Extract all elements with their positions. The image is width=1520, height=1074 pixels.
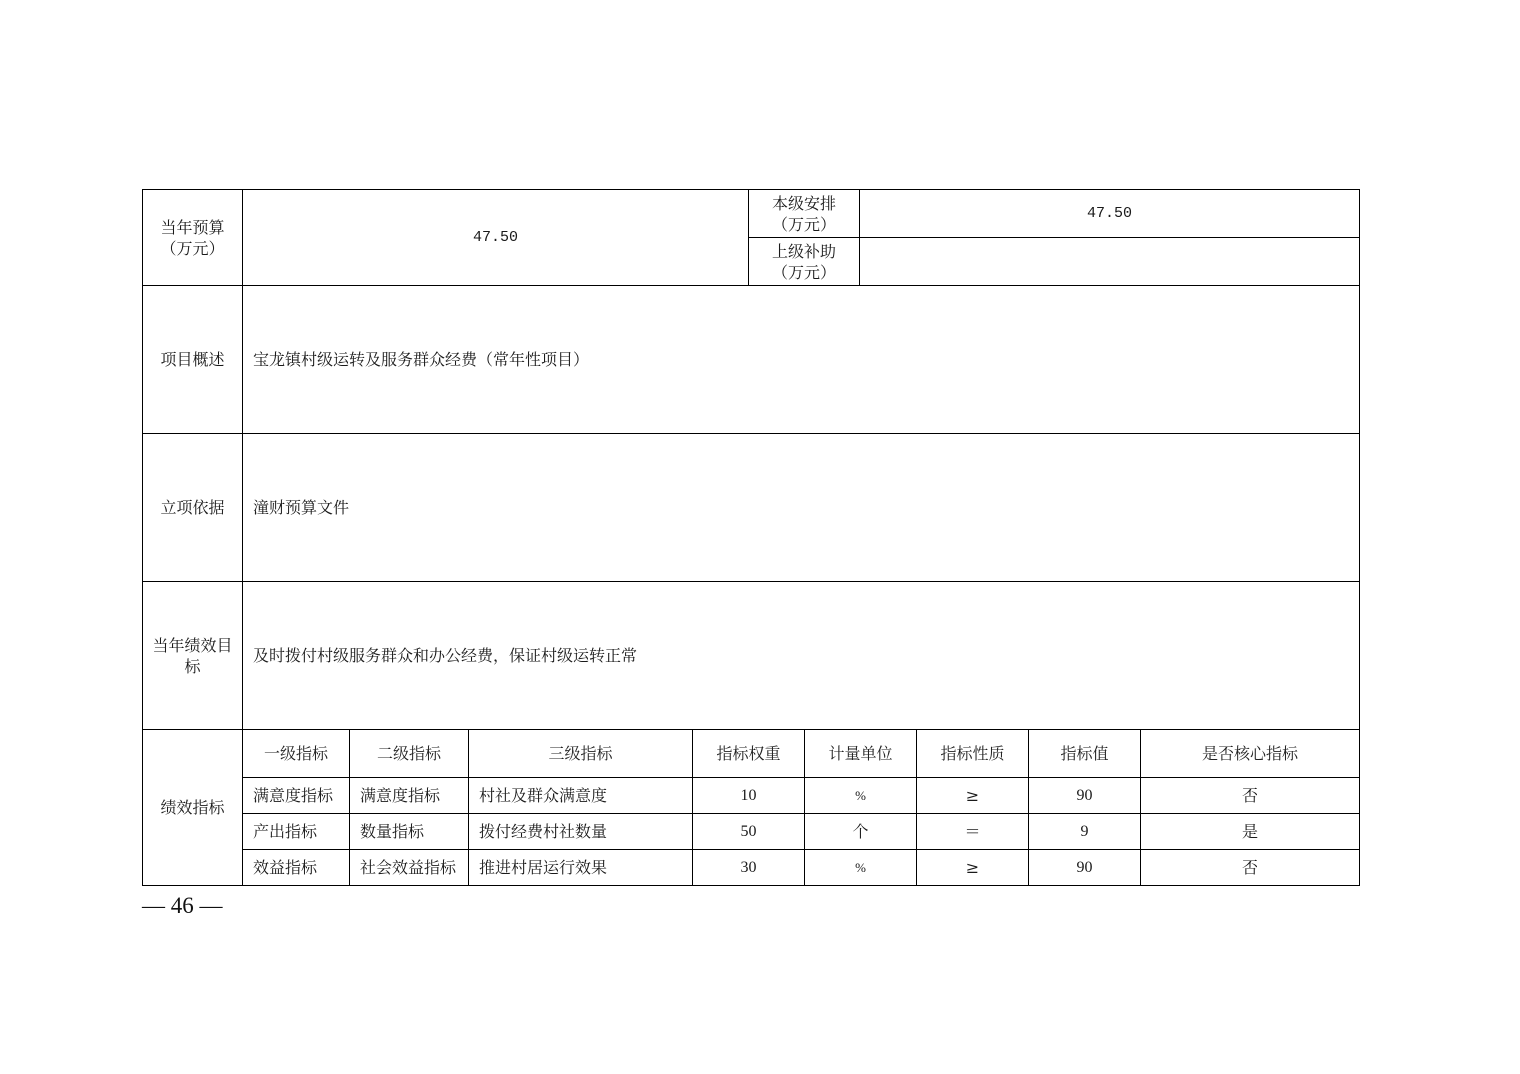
column-header-label: 二级指标 [376, 744, 441, 763]
measurement-unit: 个 [852, 822, 869, 841]
basis-label-cell [142, 433, 243, 582]
column-header [242, 729, 350, 778]
level1-indicator: 效益指标 [253, 858, 318, 877]
table-cell [1028, 813, 1141, 850]
overview-label-cell [142, 285, 243, 434]
table-cell [468, 777, 693, 814]
table-cell [804, 813, 917, 850]
indicator-weight: 30 [740, 859, 757, 876]
upper-subsidy-value-cell [859, 237, 1360, 286]
table-cell [1028, 849, 1141, 886]
level2-indicator: 社会效益指标 [360, 858, 457, 877]
table-cell [468, 813, 693, 850]
column-header-label: 三级指标 [548, 744, 613, 763]
measurement-unit: % [855, 860, 866, 875]
column-header [916, 729, 1029, 778]
upper-subsidy-label: 上级补助 [771, 241, 836, 261]
measurement-unit: % [855, 788, 866, 803]
indicators-label: 绩效指标 [160, 798, 225, 817]
local-allocation-label: 本级安排 [771, 193, 836, 213]
indicator-weight: 50 [740, 823, 757, 840]
table-cell [692, 813, 805, 850]
indicator-nature: ＝ [964, 822, 981, 841]
column-header [1140, 729, 1360, 778]
budget-label: 当年预算 [160, 217, 225, 237]
local-allocation-unit: （万元） [771, 214, 836, 234]
table-cell [916, 813, 1029, 850]
is-core-indicator: 是 [1241, 822, 1258, 841]
table-cell [692, 849, 805, 886]
column-header-label: 计量单位 [828, 744, 893, 763]
goal-label: 当年绩效目标 [152, 635, 233, 676]
is-core-indicator: 否 [1241, 858, 1258, 877]
table-cell [1140, 777, 1360, 814]
table-cell [349, 777, 469, 814]
table-cell [804, 777, 917, 814]
table-cell [1028, 777, 1141, 814]
column-header [804, 729, 917, 778]
indicator-nature: ≥ [965, 786, 980, 805]
upper-subsidy-label-cell [748, 237, 860, 286]
level3-indicator: 拨付经费村社数量 [479, 822, 608, 841]
level1-indicator: 产出指标 [253, 822, 318, 841]
table-cell [468, 849, 693, 886]
column-header [468, 729, 693, 778]
table-cell [349, 849, 469, 886]
column-header [349, 729, 469, 778]
level1-indicator: 满意度指标 [253, 786, 334, 805]
column-header-label: 指标性质 [940, 744, 1005, 763]
indicator-weight: 10 [740, 787, 757, 804]
column-header [692, 729, 805, 778]
goal-text: 及时拨付村级服务群众和办公经费，保证村级运转正常 [253, 646, 638, 665]
page-number: — 46 — [142, 893, 223, 918]
indicators-label-cell [142, 729, 243, 886]
table-cell [1140, 849, 1360, 886]
basis-content-cell [242, 433, 1360, 582]
table-cell [916, 777, 1029, 814]
basis-label: 立项依据 [160, 498, 225, 517]
column-header-label: 是否核心指标 [1201, 744, 1298, 763]
column-header-label: 一级指标 [263, 744, 328, 763]
is-core-indicator: 否 [1241, 786, 1258, 805]
column-header-label: 指标权重 [716, 744, 781, 763]
table-cell [804, 849, 917, 886]
column-header [1028, 729, 1141, 778]
basis-text: 潼财预算文件 [253, 498, 350, 517]
budget-unit: （万元） [160, 238, 225, 258]
overview-label: 项目概述 [160, 350, 225, 369]
local-allocation-label-cell [748, 189, 860, 238]
local-allocation-value: 47.50 [1086, 205, 1132, 222]
indicator-value: 9 [1080, 823, 1089, 840]
table-cell [916, 849, 1029, 886]
overview-text: 宝龙镇村级运转及服务群众经费（常年性项目） [253, 350, 590, 369]
level2-indicator: 满意度指标 [360, 786, 441, 805]
table-cell [1140, 813, 1360, 850]
level2-indicator: 数量指标 [360, 822, 425, 841]
overview-content-cell [242, 285, 1360, 434]
local-allocation-value-cell [859, 189, 1360, 238]
upper-subsidy-unit: （万元） [771, 262, 836, 282]
column-header-label: 指标值 [1060, 744, 1109, 763]
goal-label-cell [142, 581, 243, 730]
indicator-value: 90 [1076, 859, 1093, 876]
table-cell [349, 813, 469, 850]
level3-indicator: 村社及群众满意度 [479, 786, 608, 805]
budget-total-value: 47.50 [472, 229, 518, 246]
budget-label-cell [142, 189, 243, 286]
indicator-nature: ≥ [965, 858, 980, 877]
table-cell [242, 777, 350, 814]
table-cell [242, 813, 350, 850]
budget-total-cell [242, 189, 749, 286]
level3-indicator: 推进村居运行效果 [479, 858, 608, 877]
table-cell [692, 777, 805, 814]
table-cell [242, 849, 350, 886]
indicator-value: 90 [1076, 787, 1093, 804]
goal-content-cell [242, 581, 1360, 730]
